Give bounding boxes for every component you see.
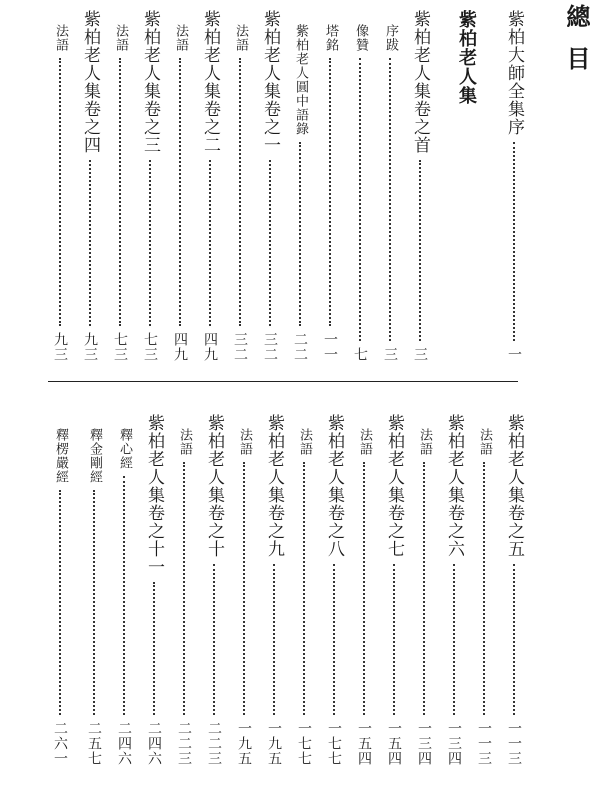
entry-label: 法語 — [477, 428, 492, 456]
entry-label: 法語 — [357, 428, 372, 456]
entry-label: 紫柏老人集卷之八 — [324, 414, 344, 558]
toc-entry[interactable] — [316, 10, 344, 362]
dot-leader — [179, 58, 181, 326]
entry-label: 法語 — [177, 428, 192, 456]
entry-label: 紫柏老人集卷之一 — [260, 10, 280, 154]
entry-page: 一七七 — [296, 721, 312, 766]
entry-page: 三 — [412, 347, 428, 362]
dot-leader — [453, 564, 455, 715]
entry-page: 二二 — [292, 332, 308, 362]
entry-label: 紫柏老人集卷之三 — [140, 10, 160, 154]
entry-page: 四九 — [172, 332, 188, 362]
dot-leader — [513, 564, 515, 715]
entry-page: 三 — [382, 347, 398, 362]
entry-page: 一九五 — [236, 721, 252, 766]
entry-page: 三二 — [262, 332, 278, 362]
toc-entry[interactable] — [380, 414, 408, 766]
toc-entry[interactable] — [406, 10, 434, 362]
entry-page: 一一三 — [476, 721, 492, 766]
entry-label: 釋心經 — [117, 428, 132, 470]
dot-leader — [269, 160, 271, 326]
entry-page: 四九 — [202, 332, 218, 362]
entry-page: 二四六 — [146, 721, 162, 766]
entry-label: 釋楞嚴經 — [53, 428, 68, 484]
dot-leader — [273, 564, 275, 715]
toc-entry[interactable] — [106, 10, 134, 362]
toc-entry[interactable] — [166, 10, 194, 362]
entry-label: 紫柏老人集卷之九 — [264, 414, 284, 558]
toc-entry[interactable] — [110, 414, 138, 766]
entry-page: 一一三 — [506, 721, 522, 766]
dot-leader — [513, 142, 515, 341]
entry-page: 一七七 — [326, 721, 342, 766]
entry-label: 紫柏老人集卷之五 — [504, 414, 524, 558]
entry-page: 一五四 — [386, 721, 402, 766]
entry-label: 法語 — [113, 24, 128, 52]
entry-page: 一九五 — [266, 721, 282, 766]
entry-page: 一三四 — [416, 721, 432, 766]
dot-leader — [329, 58, 331, 326]
entry-page: 二二三 — [206, 721, 222, 766]
toc-entry[interactable] — [46, 10, 74, 362]
dot-leader — [359, 58, 361, 341]
dot-leader — [393, 564, 395, 715]
toc-entry[interactable] — [256, 10, 284, 362]
dot-leader — [59, 490, 61, 715]
entry-page: 二六一 — [52, 721, 68, 766]
entry-page: 一五四 — [356, 721, 372, 766]
entry-label: 法語 — [173, 24, 188, 52]
entry-page: 二二三 — [176, 721, 192, 766]
toc-entry[interactable] — [226, 10, 254, 362]
toc-entry[interactable] — [500, 414, 528, 766]
toc-entry[interactable] — [320, 414, 348, 766]
entry-page: 九三 — [52, 332, 68, 362]
toc-entry[interactable] — [46, 414, 74, 766]
entry-label: 紫柏老人集卷之六 — [444, 414, 464, 558]
dot-leader — [123, 476, 125, 715]
toc-entry[interactable] — [376, 10, 404, 362]
entry-page: 一一 — [322, 332, 338, 362]
toc-entry[interactable] — [440, 414, 468, 766]
entry-label: 紫柏老人集卷之十 — [204, 414, 224, 558]
toc-entry[interactable] — [410, 414, 438, 766]
entry-page: 三二 — [232, 332, 248, 362]
entry-label: 紫柏老人集卷之二 — [200, 10, 220, 154]
entry-label: 法語 — [237, 428, 252, 456]
dot-leader — [59, 58, 61, 326]
toc-entry[interactable] — [290, 414, 318, 766]
entry-label: 紫柏老人集卷之十一 — [144, 414, 164, 576]
dot-leader — [93, 490, 95, 715]
toc-entry[interactable] — [76, 10, 104, 362]
toc-entry[interactable] — [136, 10, 164, 362]
entry-label: 像贊 — [353, 24, 368, 52]
page-heading: 總目 — [562, 4, 590, 88]
dot-leader — [303, 462, 305, 715]
toc-entry[interactable] — [260, 414, 288, 766]
entry-label: 紫柏大師全集序 — [504, 10, 524, 136]
entry-label: 法語 — [297, 428, 312, 456]
entry-page: 一 — [506, 347, 522, 362]
dot-leader — [239, 58, 241, 326]
entry-label: 釋金剛經 — [87, 428, 102, 484]
dot-leader — [149, 160, 151, 326]
dot-leader — [213, 564, 215, 715]
dot-leader — [419, 160, 421, 341]
entry-label: 紫柏老人集卷之首 — [410, 10, 430, 154]
dot-leader — [119, 58, 121, 326]
entry-page: 九三 — [82, 332, 98, 362]
toc-entry[interactable] — [196, 10, 224, 362]
toc-entry[interactable] — [140, 414, 168, 766]
entry-label: 法語 — [53, 24, 68, 52]
entry-page: 一三四 — [446, 721, 462, 766]
entry-page: 二五七 — [86, 721, 102, 766]
section-divider — [48, 381, 518, 382]
toc-entry[interactable] — [500, 10, 528, 362]
section-label: 紫柏老人集 — [456, 10, 477, 105]
dot-leader — [243, 462, 245, 715]
toc-section-heading — [452, 10, 480, 362]
entry-page: 七三 — [112, 332, 128, 362]
entry-label: 紫柏老人集卷之七 — [384, 414, 404, 558]
dot-leader — [333, 564, 335, 715]
toc-entry[interactable] — [346, 10, 374, 362]
entry-label: 紫柏老人圓中語錄 — [293, 24, 308, 136]
entry-label: 紫柏老人集卷之四 — [80, 10, 100, 154]
dot-leader — [299, 142, 301, 326]
dot-leader — [389, 58, 391, 341]
dot-leader — [183, 462, 185, 715]
toc-entry[interactable] — [470, 414, 498, 766]
dot-leader — [363, 462, 365, 715]
entry-page: 七 — [352, 347, 368, 362]
entry-label: 法語 — [233, 24, 248, 52]
dot-leader — [483, 462, 485, 715]
dot-leader — [89, 160, 91, 326]
toc-entry[interactable] — [200, 414, 228, 766]
dot-leader — [153, 582, 155, 715]
toc-entry[interactable] — [230, 414, 258, 766]
dot-leader — [209, 160, 211, 326]
entry-page: 七三 — [142, 332, 158, 362]
toc-entry[interactable] — [286, 10, 314, 362]
dot-leader — [423, 462, 425, 715]
entry-label: 塔銘 — [323, 24, 338, 52]
entry-label: 法語 — [417, 428, 432, 456]
entry-label: 序跋 — [383, 24, 398, 52]
entry-page: 二四六 — [116, 721, 132, 766]
toc-entry[interactable] — [350, 414, 378, 766]
toc-entry[interactable] — [80, 414, 108, 766]
toc-entry[interactable] — [170, 414, 198, 766]
